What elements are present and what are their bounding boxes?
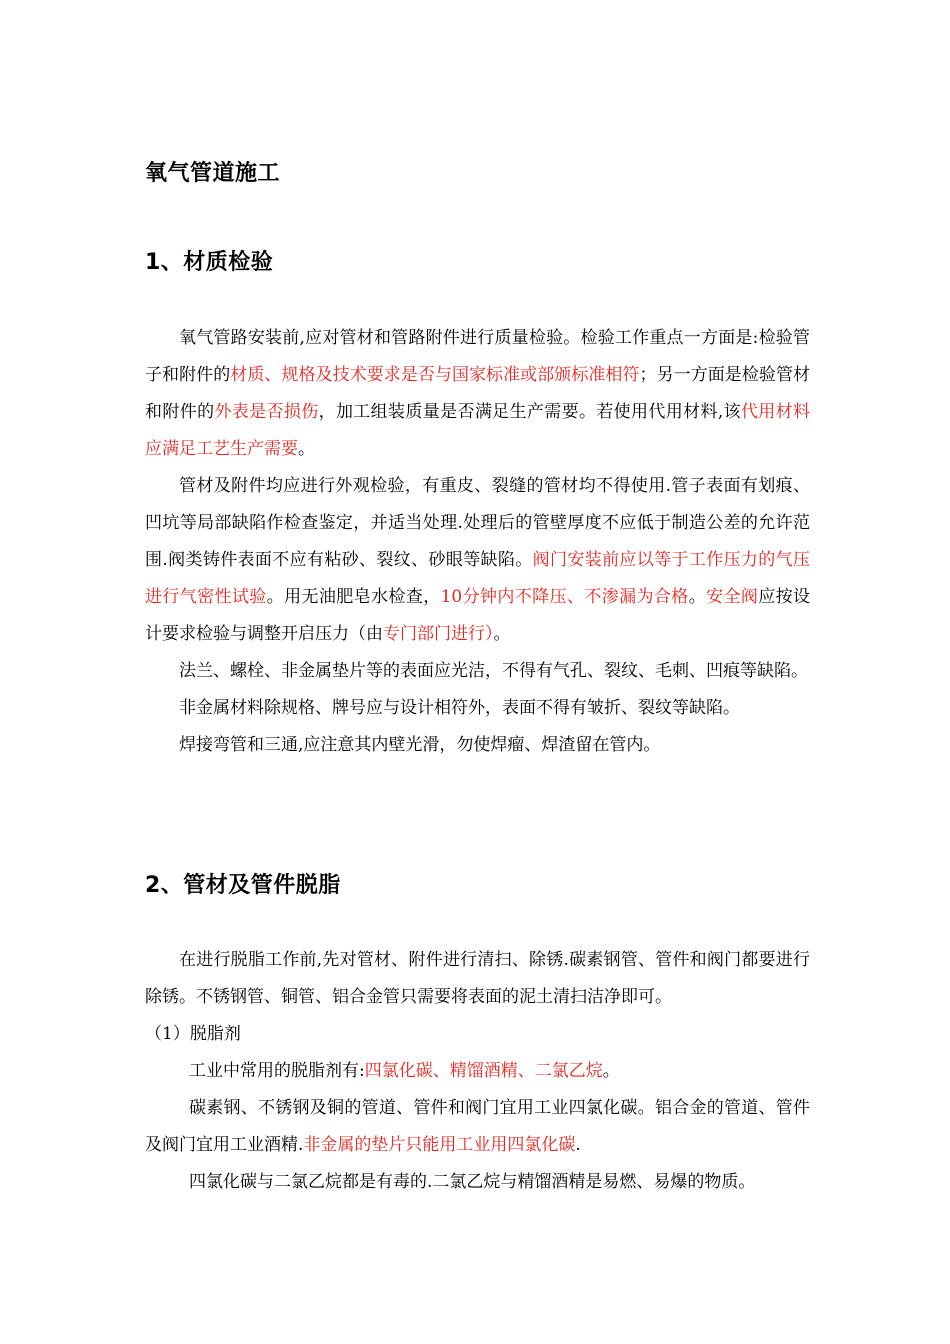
highlighted-text: 安全阀: [706, 587, 759, 607]
text-run: 。: [602, 1061, 620, 1081]
highlighted-text: 四氯化碳、精馏酒精、二氯乙烷: [364, 1061, 603, 1081]
paragraph: 法兰、螺栓、非金属垫片等的表面应光洁，不得有气孔、裂纹、毛刺、凹痕等缺陷。: [179, 661, 808, 681]
paragraph: 在进行脱脂工作前,先对管材、附件进行清扫、除锈.碳素钢管、管件和阀门都要进行除锈。不锈钢管、铜管、铝合金管只需要将表面的泥土清扫洁净即可。: [145, 950, 810, 1007]
highlighted-text: 代用材料应满足工艺生产需要: [145, 402, 811, 459]
highlighted-text: 外表是否损伤: [214, 402, 319, 422]
text-run: 管材及附件均应进行外观检验，有重皮、裂缝的管材均不得使用.管子表面有划痕、凹坑等局部缺陷作检查鉴定，并适当处理.处理后的管壁厚度不应低于制造公差的允许范围.阀类铸件表面不应有粘砂、裂纹、砂眼等缺陷。: [145, 476, 810, 570]
paragraph: 非金属材料除规格、牌号应与设计相符外，表面不得有皱折、裂纹等缺陷。: [179, 698, 740, 718]
text-run: 碳素钢、不锈钢及铜的管道、管件和阀门宜用工业四氯化碳。铝合金的管道、管件及阀门宜用工业酒精.: [145, 1098, 810, 1155]
paragraph: [145, 1090, 810, 1164]
paragraph: 四氯化碳与二氯乙烷都是有毒的.二氯乙烷与精馏酒精是易燃、易爆的物质。: [189, 1172, 756, 1192]
text-run: 。: [688, 587, 707, 607]
section-2-body: [145, 942, 810, 1201]
text-run: .: [575, 1135, 581, 1155]
section-1-heading: 1、材质检验: [145, 250, 274, 275]
highlighted-text: 10分钟内不降压、不渗漏为合格: [440, 587, 689, 607]
paragraph: 焊接弯管和三通,应注意其内壁光滑，勿使焊瘤、焊渣留在管内。: [179, 735, 661, 755]
section-1-body: [145, 320, 810, 764]
text-run: 。: [298, 439, 315, 459]
highlighted-text: 材质、规格及技术要求是否与国家标准或部颁标准相符: [230, 365, 640, 385]
text-run: 氧气管路安装前,应对管材和管路附件进行质量检验。检验工作重点一方面是:检验管子和附件的: [145, 328, 810, 385]
highlighted-text: 专门部门进行）: [383, 624, 494, 644]
highlighted-text: 阀门安装前应以等于工作压力的气压进行气密性试验: [145, 550, 811, 607]
text-run: 。用无油肥皂水检查，: [266, 587, 441, 607]
highlighted-text: 非金属的垫片只能用工业用四氯化碳: [303, 1135, 576, 1155]
text-run: 工业中常用的脱脂剂有:: [189, 1061, 365, 1081]
section-2-heading: 2、管材及管件脱脂: [145, 873, 341, 898]
text-run: 应按设计要求检验与调整开启压力（由: [145, 587, 811, 644]
paragraph: [145, 1053, 810, 1090]
document-title: 氧气管道施工: [145, 161, 281, 186]
text-run: ，加工组装质量是否满足生产需要。若使用代用材料,该: [318, 402, 741, 422]
text-run: 。: [493, 624, 511, 644]
subheading: （1）脱脂剂: [145, 1024, 241, 1044]
paragraph: [145, 468, 810, 653]
paragraph: [145, 320, 810, 468]
text-run: ；另一方面是检验管材和附件的: [145, 365, 811, 422]
